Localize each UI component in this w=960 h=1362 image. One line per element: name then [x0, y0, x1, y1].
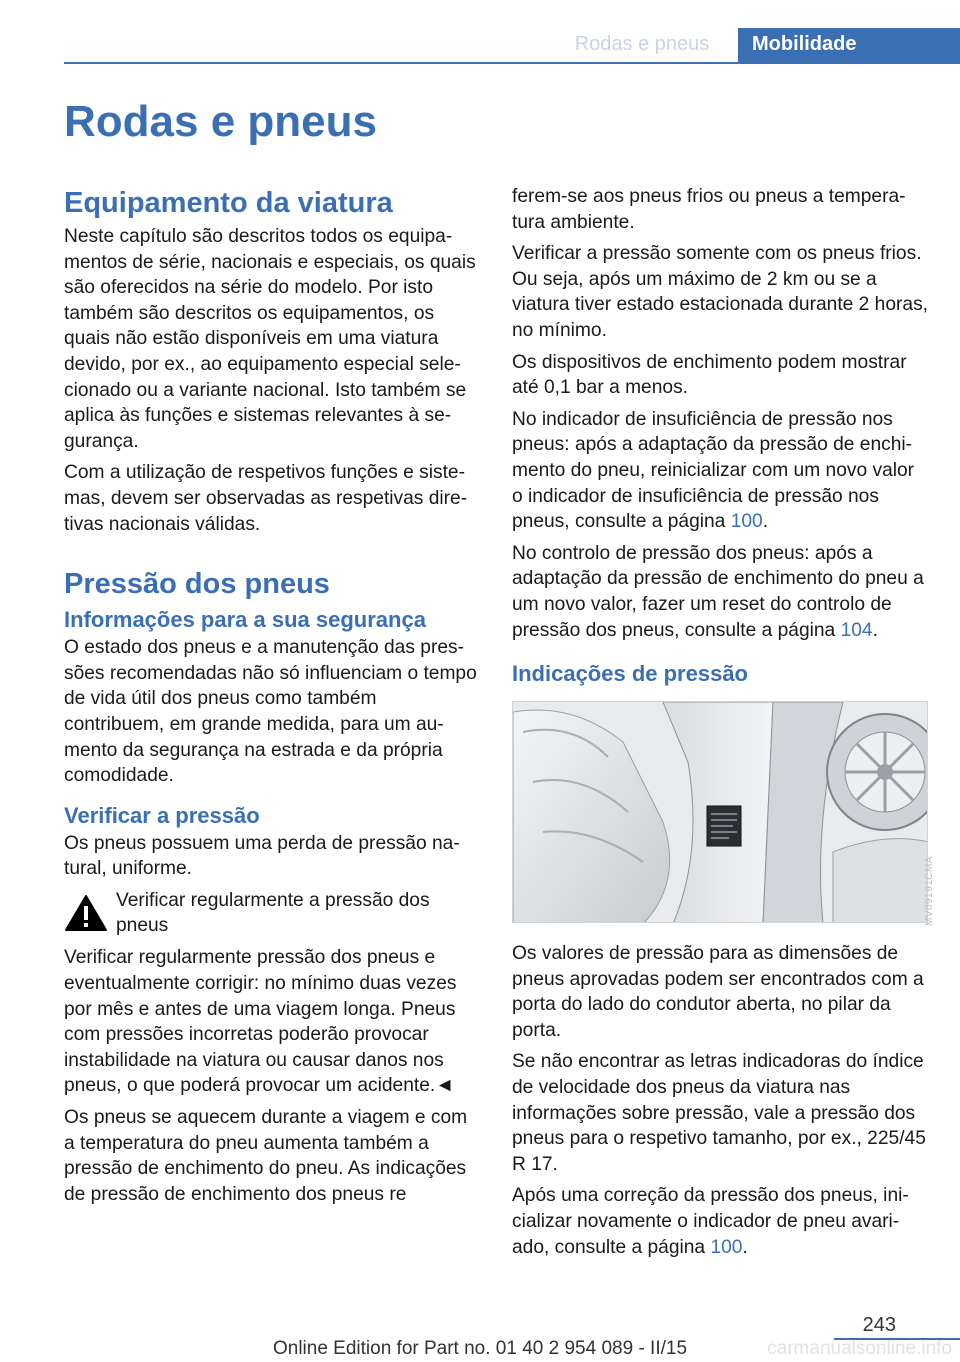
paragraph-tire-pressure-monitor: No controlo de pressão dos pneus: após a adaptação da pressão de enchimento do pneu a um novo valor, fazer um reset do controlo de pressão dos pneus, consulte a página 104. — [512, 542, 924, 641]
page-number: 243 — [862, 1314, 896, 1336]
paragraph-check-cold: Verificar a pressão somente com os pneus frios. Ou seja, após um máximo de 2 km ou se a viatura tiver estado estacionada durante 2 horas, no mínimo. — [512, 243, 928, 341]
header-rule — [64, 62, 960, 64]
heading-check-pressure: Verificar a pressão — [64, 802, 260, 828]
paragraph-safety: O estado dos pneus e a manutenção das pressões recomendadas não só influenciam o tempo de vida útil dos pneus como também contribuem, em grande medida, para um aumento da segurança na estrada e da própria comodidade. — [64, 637, 477, 787]
warning-block — [64, 888, 480, 940]
figure-code: MV09191CMA — [924, 855, 935, 926]
page-link-104[interactable]: 104 — [840, 619, 873, 641]
paragraph-reset-indicator: Após uma correção da pressão dos pneus, inicializar novamente o indicador de pneu avariado, consulte a página 100. — [512, 1185, 909, 1258]
heading-equipment: Equipamento da viatura — [64, 187, 393, 219]
paragraph-tire-heating: Os pneus se aquecem durante a viagem e com a temperatura do pneu aumenta também a pressão de enchimento do pneu. As indicações de pressão de enchimento dos pneus re — [64, 1107, 468, 1205]
paragraph-pressure-location: Os valores de pressão para as dimensões de pneus aprovadas podem ser encontrados com a porta do lado do condutor aberta, no pilar da porta. — [512, 943, 924, 1041]
page-link-100-reset[interactable]: 100 — [710, 1236, 743, 1258]
right-column — [512, 184, 928, 1266]
paragraph-flat-tire-monitor: No indicador de insuficiência de pressão nos pneus: após a adaptação da pressão de enchimento do pneu, reinicializar com um novo valor o indicador de insuficiência de pressão nos pneus, consulte a página 100. — [512, 408, 915, 533]
heading-safety-info: Informações para a sua segurança — [64, 607, 426, 633]
heading-pressure-indications: Indicações de pressão — [512, 661, 748, 687]
paragraph-speed-index: Se não encontrar as letras indicadoras do índice de velocidade dos pneus da viatura nas informações sobre pressão, vale a pressão dos pneus para o respetivo tamanho, por ex., 225/45 R 17. — [512, 1051, 926, 1175]
warning-text: Verificar regularmente a pressão dos pneus — [116, 889, 430, 937]
header-chapter-tab: Mobilidade — [738, 28, 960, 62]
paragraph-equipment-directives: Com a utilização de respetivos funções e sistemas, devem ser observadas as respetivas diretivas nacionais válidas. — [64, 462, 468, 535]
paragraph-equipment-intro: Neste capítulo são descritos todos os equipamentos de série, nacionais e especiais, os quais são oferecidos na série do modelo. Por isto também são descritos os equipamentos, os quais não estão disponíveis em uma viatura devido, por ex., ao equipamento especial selecionado ou a variante nacional. Isto também se aplica às funções e sistemas relevantes à segurança. — [64, 226, 476, 452]
paragraph-cold-tires: ferem-se aos pneus frios ou pneus a temperatura ambiente. — [512, 186, 906, 233]
heading-tire-pressure: Pressão dos pneus — [64, 568, 330, 601]
header-section-tab: Rodas e pneus — [574, 33, 710, 55]
paragraph-pressure-loss: Os pneus possuem uma perda de pressão natural, uniforme. — [64, 832, 460, 880]
left-column — [64, 184, 480, 1213]
paragraph-warning-detail: Verificar regularmente pressão dos pneus e eventualmente corrigir: no mínimo duas vezes por mês e antes de uma viagem longa. Pneus com pressões incorretas poderão provocar instabilidade na viatura ou causar danos nos pneus, o que poderá provocar um acidente.◄ — [64, 947, 457, 1097]
page-title: Rodas e pneus — [64, 97, 377, 146]
door-pillar-illustration — [512, 701, 928, 923]
page-link-100[interactable]: 100 — [730, 511, 763, 533]
warning-triangle-icon — [64, 888, 116, 940]
paragraph-gauge-tolerance: Os dispositivos de enchimento podem mostrar até 0,1 bar a menos. — [512, 351, 907, 399]
footer-edition: Online Edition for Part no. 01 40 2 954 089 - II/15 — [272, 1338, 688, 1359]
watermark: carmanualsonline.info — [767, 1338, 952, 1359]
